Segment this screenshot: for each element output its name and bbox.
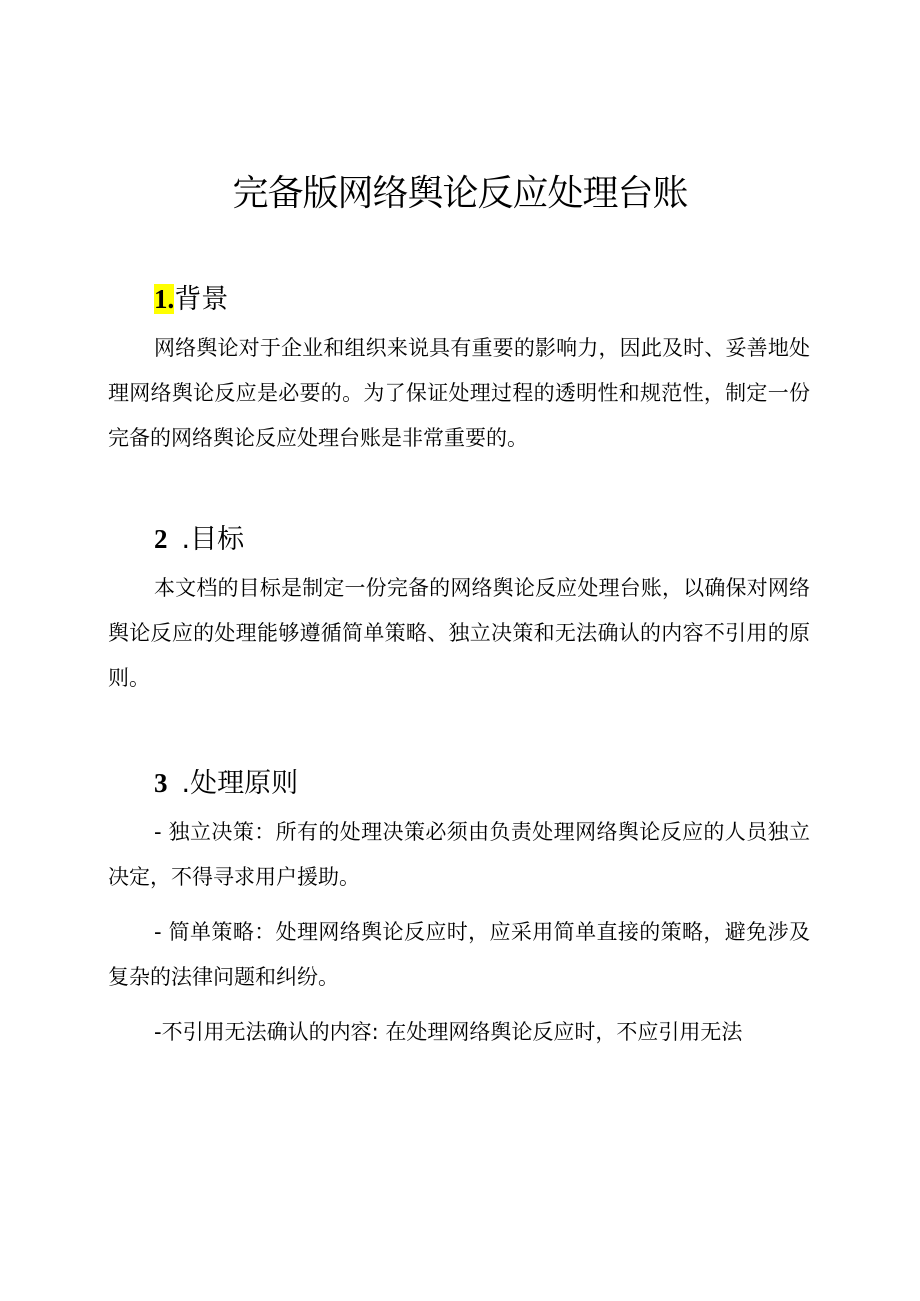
section-3-title: .处理原则 xyxy=(181,768,299,799)
section-2-heading xyxy=(154,522,244,557)
document-title: 完备版网络舆论反应处理台账 xyxy=(232,173,688,214)
section-1-number: 1. xyxy=(154,284,175,314)
section-1-title: 背景 xyxy=(174,284,229,315)
section-2-paragraph: 本文档的目标是制定一份完备的网络舆论反应处理台账，以确保对网络舆论反应的处理能够遵循简单策略、独立决策和无法确认的内容不引用的原则。 xyxy=(108,576,810,690)
section-3-heading xyxy=(154,766,298,801)
section-3-number: 3 xyxy=(154,768,168,798)
section-1-heading xyxy=(154,282,228,317)
section-2-title: .目标 xyxy=(181,524,245,555)
section-2-number: 2 xyxy=(154,524,168,554)
principle-item: - 独立决策：所有的处理决策必须由负责处理网络舆论反应的人员独立决定，不得寻求用户援助。 xyxy=(108,820,810,889)
section-1-paragraph: 网络舆论对于企业和组织来说具有重要的影响力，因此及时、妥善地处理网络舆论反应是必要的。为了保证处理过程的透明性和规范性，制定一份完备的网络舆论反应处理台账是非常重要的。 xyxy=(108,336,810,450)
principle-item: -不引用无法确认的内容: 在处理网络舆论反应时，不应引用无法 xyxy=(154,1020,743,1044)
principle-item: - 简单策略：处理网络舆论反应时，应采用简单直接的策略，避免涉及复杂的法律问题和纠纷。 xyxy=(108,920,810,989)
